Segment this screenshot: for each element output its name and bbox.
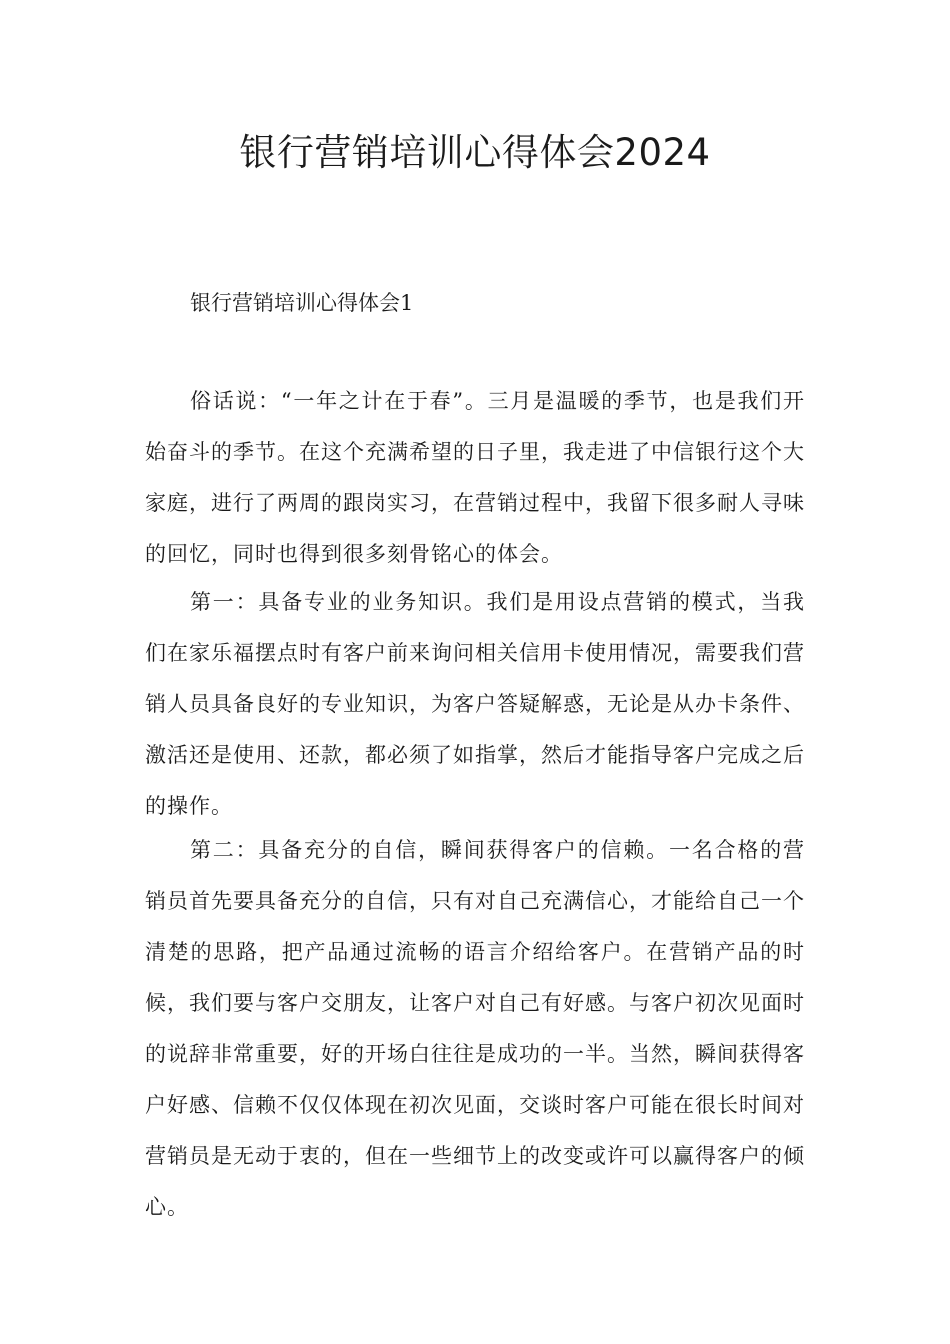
document-title: 银行营销培训心得体会2024 — [239, 131, 711, 174]
body-paragraph: 第一：具备专业的业务知识。我们是用设点营销的模式，当我们在家乐福摆点时有客户前来询问相关信用卡使用情况，需要我们营销人员具备良好的专业知识，为客户答疑解惑，无论是从办卡条件、激活还是使用、还款，都必须了如指掌，然后才能指导客户完成之后的操作。 — [145, 590, 805, 818]
body-paragraph: 俗话说：“一年之计在于春”。三月是温暖的季节，也是我们开始奋斗的季节。在这个充满希望的日子里，我走进了中信银行这个大家庭，进行了两周的跟岗实习，在营销过程中，我留下很多耐人寻味的回忆，同时也得到很多刻骨铭心的体会。 — [145, 389, 805, 566]
body-paragraph: 第二：具备充分的自信，瞬间获得客户的信赖。一名合格的营销员首先要具备充分的自信，只有对自己充满信心，才能给自己一个清楚的思路，把产品通过流畅的语言介绍给客户。在营销产品的时候，我们要与客户交朋友，让客户对自己有好感。与客户初次见面时的说辞非常重要，好的开场白往往是成功的一半。当然，瞬间获得客户好感、信赖不仅仅体现在初次见面，交谈时客户可能在很长时间对营销员是无动于衷的，但在一些细节上的改变或许可以赢得客户的倾心。 — [145, 838, 805, 1219]
section-heading: 银行营销培训心得体会1 — [190, 291, 414, 315]
